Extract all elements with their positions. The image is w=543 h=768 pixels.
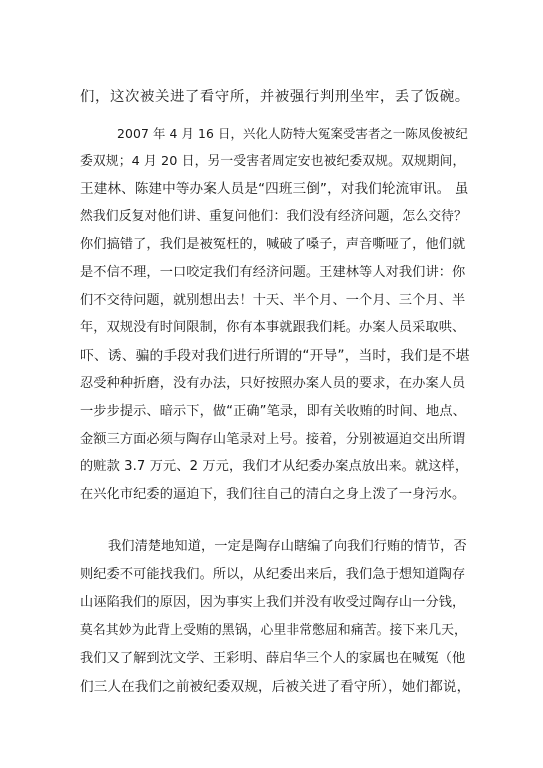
text-line: 年，双规没有时间限制，你有本事就跟我们耗。办案人员采取哄、 — [80, 320, 466, 335]
text-line: 你们搞错了，我们是被冤枉的，喊破了嗓子，声音嘶哑了，他们就 — [80, 237, 466, 252]
text-line: 在兴化市纪委的逼迫下，我们往自己的清白之身上泼了一身污水。 — [80, 487, 466, 502]
text-line: 山诬陷我们的原因，因为事实上我们并没有收受过陶存山一分钱， — [80, 595, 466, 610]
text-line: 则纪委不可能找我们。所以，从纪委出来后，我们急于想知道陶存 — [80, 567, 466, 582]
text-line: 金额三方面必须与陶存山笔录对上号。接着，分别被逼迫交出所谓 — [80, 432, 466, 447]
text-line: 王建林、陈建中等办案人员是“四班三倒”，对我们轮流审讯。 虽 — [80, 181, 469, 197]
text-line: 们三人在我们之前被纪委双规，后被关进了看守所），她们都说， — [80, 679, 471, 695]
text-line: 们，这次被关进了看守所，并被强行判刑坐牢，丢了饭碗。 — [80, 89, 470, 105]
paragraph-first-line: 2007 年 4 月 16 日，兴化人防特大冤案受害者之一陈凤俊被纪 — [117, 126, 468, 141]
text-line: 吓、诱、骗的手段对我们进行所谓的“开导”，当时，我们是不堪 — [80, 348, 470, 364]
text-line: 是不信不理，一口咬定我们有经济问题。王建林等人对我们讲：你 — [80, 265, 466, 280]
text-line: 委双规；4 月 20 日，另一受害者周定安也被纪委双规。双规期间， — [80, 154, 466, 169]
text-line: 一步步提示、暗示下，做“正确”笔录，即有关收贿的时间、地点、 — [80, 404, 466, 419]
text-line: 们不交待问题，就别想出去！十天、半个月、一个月、三个月、半 — [80, 293, 466, 308]
text-line: 然我们反复对他们讲、重复问他们：我们没有经济问题，怎么交待？ — [80, 209, 467, 224]
text-line: 的赃款 3.7 万元、2 万元，我们才从纪委办案点放出来。就这样， — [80, 459, 469, 474]
text-line: 莫名其妙为此背上受贿的黑锅，心里非常憋屈和痛苦。接下来几天， — [80, 623, 467, 638]
paragraph-first-line: 我们清楚地知道，一定是陶存山瞎编了向我们行贿的情节，否 — [108, 539, 467, 554]
text-line: 我们又了解到沈文学、王彩明、薛启华三个人的家属也在喊冤（他 — [80, 651, 466, 666]
text-line: 忍受种种折磨，没有办法，只好按照办案人员的要求，在办案人员 — [80, 376, 466, 391]
